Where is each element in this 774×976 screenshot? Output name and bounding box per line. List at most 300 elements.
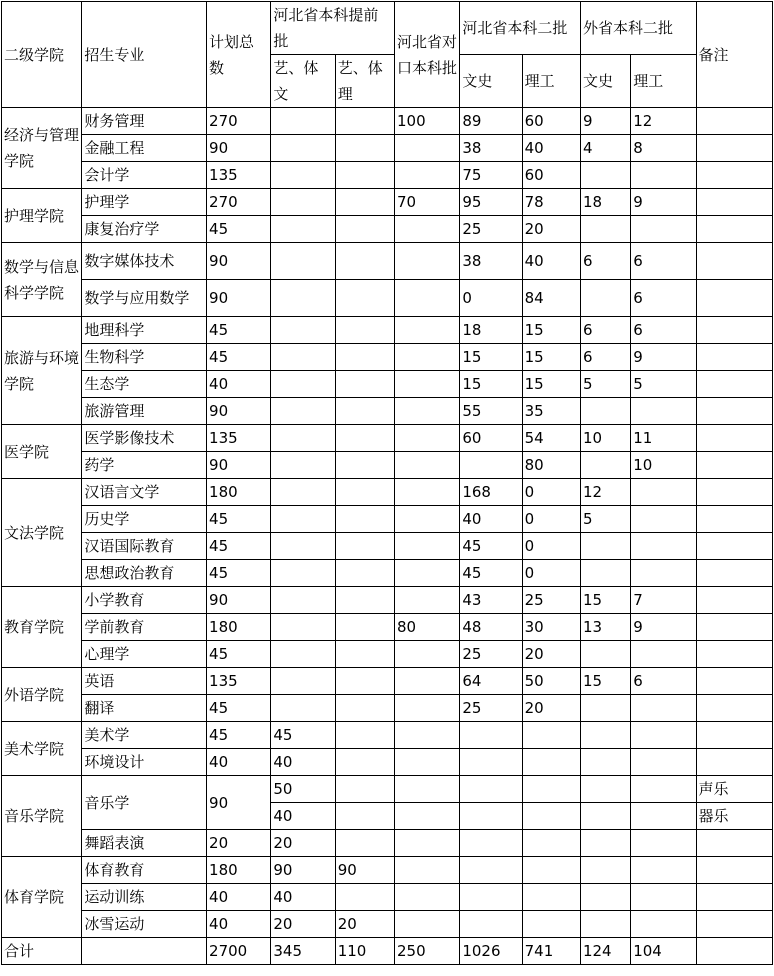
value-cell	[696, 857, 772, 884]
value-cell	[335, 317, 394, 344]
value-cell	[580, 803, 630, 830]
header-plan-total: 计划总数	[207, 2, 271, 108]
value-cell	[696, 398, 772, 425]
value-cell	[271, 560, 335, 587]
value-cell	[631, 749, 696, 776]
value-cell: 45	[271, 722, 335, 749]
table-row	[2, 641, 773, 668]
value-cell	[335, 803, 394, 830]
value-cell	[580, 398, 630, 425]
major-cell: 环境设计	[82, 749, 207, 776]
value-cell: 40	[271, 803, 335, 830]
value-cell: 180	[207, 479, 271, 506]
value-cell	[522, 911, 580, 938]
value-cell	[271, 668, 335, 695]
value-cell	[580, 560, 630, 587]
total-label: 合计	[2, 938, 82, 965]
header-out-lit: 文史	[580, 55, 630, 108]
table-row	[2, 857, 773, 884]
value-cell: 40	[460, 506, 522, 533]
total-cell: 250	[395, 938, 460, 965]
header-hebei-second: 河北省本科二批	[460, 2, 581, 55]
value-cell: 45	[207, 216, 271, 243]
major-cell: 财务管理	[82, 108, 207, 135]
value-cell	[395, 668, 460, 695]
value-cell	[395, 830, 460, 857]
value-cell: 45	[207, 560, 271, 587]
value-cell	[696, 884, 772, 911]
value-cell	[696, 371, 772, 398]
value-cell	[696, 560, 772, 587]
value-cell: 40	[271, 749, 335, 776]
value-cell: 11	[631, 425, 696, 452]
value-cell: 20	[335, 911, 394, 938]
value-cell	[395, 135, 460, 162]
value-cell: 25	[460, 216, 522, 243]
value-cell: 78	[522, 189, 580, 216]
value-cell	[580, 280, 630, 317]
value-cell	[580, 533, 630, 560]
value-cell	[395, 857, 460, 884]
college-cell: 医学院	[2, 425, 82, 479]
header-college: 二级学院	[2, 2, 82, 108]
value-cell	[335, 587, 394, 614]
value-cell	[631, 803, 696, 830]
value-cell	[271, 189, 335, 216]
major-cell: 音乐学	[82, 776, 207, 830]
value-cell: 60	[522, 108, 580, 135]
value-cell	[460, 776, 522, 803]
value-cell	[271, 135, 335, 162]
value-cell	[335, 695, 394, 722]
college-cell: 护理学院	[2, 189, 82, 243]
total-cell: 104	[631, 938, 696, 965]
major-cell: 运动训练	[82, 884, 207, 911]
value-cell: 25	[522, 587, 580, 614]
value-cell: 40	[207, 911, 271, 938]
value-cell: 135	[207, 668, 271, 695]
value-cell	[271, 243, 335, 280]
value-cell	[460, 749, 522, 776]
major-cell: 会计学	[82, 162, 207, 189]
value-cell: 80	[522, 452, 580, 479]
table-row	[2, 216, 773, 243]
value-cell: 35	[522, 398, 580, 425]
value-cell: 80	[395, 614, 460, 641]
value-cell	[631, 695, 696, 722]
value-cell	[631, 479, 696, 506]
value-cell: 10	[631, 452, 696, 479]
value-cell: 60	[460, 425, 522, 452]
header-major: 招生专业	[82, 2, 207, 108]
value-cell	[522, 722, 580, 749]
value-cell	[395, 317, 460, 344]
value-cell	[395, 425, 460, 452]
total-cell: 345	[271, 938, 335, 965]
major-cell: 思想政治教育	[82, 560, 207, 587]
value-cell: 18	[460, 317, 522, 344]
major-cell: 数学与应用数学	[82, 280, 207, 317]
enrollment-plan-table	[1, 1, 773, 965]
table-row	[2, 452, 773, 479]
value-cell	[522, 803, 580, 830]
value-cell: 20	[271, 911, 335, 938]
major-cell: 旅游管理	[82, 398, 207, 425]
value-cell: 4	[580, 135, 630, 162]
value-cell	[271, 162, 335, 189]
value-cell: 38	[460, 243, 522, 280]
value-cell	[335, 108, 394, 135]
value-cell: 40	[271, 884, 335, 911]
value-cell: 10	[580, 425, 630, 452]
value-cell	[631, 560, 696, 587]
value-cell: 40	[207, 371, 271, 398]
college-cell: 经济与管理学院	[2, 108, 82, 189]
total-cell	[82, 938, 207, 965]
value-cell: 6	[631, 280, 696, 317]
value-cell: 6	[580, 317, 630, 344]
value-cell	[395, 344, 460, 371]
major-cell: 护理学	[82, 189, 207, 216]
value-cell	[460, 803, 522, 830]
value-cell: 38	[460, 135, 522, 162]
value-cell	[395, 162, 460, 189]
table-row	[2, 587, 773, 614]
value-cell: 48	[460, 614, 522, 641]
value-cell: 100	[395, 108, 460, 135]
value-cell	[395, 398, 460, 425]
major-cell: 冰雪运动	[82, 911, 207, 938]
value-cell: 89	[460, 108, 522, 135]
college-cell: 教育学院	[2, 587, 82, 668]
value-cell	[395, 587, 460, 614]
value-cell: 20	[522, 641, 580, 668]
value-cell: 45	[207, 641, 271, 668]
value-cell: 9	[631, 614, 696, 641]
value-cell: 43	[460, 587, 522, 614]
table-row	[2, 830, 773, 857]
major-cell: 医学影像技术	[82, 425, 207, 452]
value-cell: 90	[207, 452, 271, 479]
value-cell	[271, 641, 335, 668]
value-cell	[696, 533, 772, 560]
major-cell: 英语	[82, 668, 207, 695]
value-cell	[335, 189, 394, 216]
total-cell: 124	[580, 938, 630, 965]
value-cell: 30	[522, 614, 580, 641]
value-cell: 6	[631, 243, 696, 280]
value-cell	[580, 830, 630, 857]
major-cell: 美术学	[82, 722, 207, 749]
value-cell	[696, 280, 772, 317]
value-cell: 20	[207, 830, 271, 857]
value-cell: 60	[522, 162, 580, 189]
value-cell	[460, 722, 522, 749]
value-cell	[271, 614, 335, 641]
value-cell	[335, 641, 394, 668]
header-hebei-lit: 文史	[460, 55, 522, 108]
college-cell: 美术学院	[2, 722, 82, 776]
major-cell: 汉语国际教育	[82, 533, 207, 560]
total-cell: 1026	[460, 938, 522, 965]
table-row	[2, 135, 773, 162]
value-cell	[696, 830, 772, 857]
value-cell: 40	[207, 884, 271, 911]
value-cell: 54	[522, 425, 580, 452]
value-cell: 270	[207, 189, 271, 216]
value-cell	[271, 371, 335, 398]
value-cell	[271, 533, 335, 560]
value-cell: 40	[522, 243, 580, 280]
value-cell	[335, 830, 394, 857]
value-cell	[696, 243, 772, 280]
value-cell	[335, 135, 394, 162]
value-cell: 9	[580, 108, 630, 135]
value-cell	[696, 641, 772, 668]
value-cell: 90	[207, 280, 271, 317]
value-cell	[271, 452, 335, 479]
value-cell: 64	[460, 668, 522, 695]
value-cell	[395, 371, 460, 398]
value-cell: 9	[631, 344, 696, 371]
value-cell: 15	[460, 344, 522, 371]
value-cell	[522, 884, 580, 911]
value-cell	[395, 749, 460, 776]
value-cell	[335, 216, 394, 243]
major-cell: 心理学	[82, 641, 207, 668]
total-cell: 741	[522, 938, 580, 965]
value-cell	[335, 533, 394, 560]
value-cell	[580, 857, 630, 884]
table-row	[2, 162, 773, 189]
value-cell: 15	[522, 344, 580, 371]
total-cell	[696, 938, 772, 965]
major-cell: 舞蹈表演	[82, 830, 207, 857]
value-cell	[335, 344, 394, 371]
value-cell	[580, 641, 630, 668]
value-cell	[631, 722, 696, 749]
header-out-second: 外省本科二批	[580, 2, 696, 55]
header-early-art-sci: 艺、体理	[335, 55, 394, 108]
value-cell: 0	[522, 560, 580, 587]
value-cell	[522, 776, 580, 803]
major-cell: 数字媒体技术	[82, 243, 207, 280]
value-cell	[696, 749, 772, 776]
value-cell: 90	[207, 398, 271, 425]
table-row	[2, 560, 773, 587]
college-cell: 外语学院	[2, 668, 82, 722]
value-cell: 180	[207, 857, 271, 884]
major-cell: 康复治疗学	[82, 216, 207, 243]
value-cell	[580, 776, 630, 803]
value-cell: 5	[580, 506, 630, 533]
value-cell	[631, 884, 696, 911]
value-cell	[631, 641, 696, 668]
value-cell	[395, 911, 460, 938]
value-cell	[335, 280, 394, 317]
value-cell: 40	[207, 749, 271, 776]
value-cell: 6	[580, 344, 630, 371]
table-row	[2, 371, 773, 398]
value-cell: 15	[580, 587, 630, 614]
value-cell: 90	[335, 857, 394, 884]
value-cell	[631, 533, 696, 560]
value-cell	[271, 317, 335, 344]
value-cell: 45	[460, 560, 522, 587]
value-cell	[395, 641, 460, 668]
value-cell	[395, 695, 460, 722]
value-cell	[395, 803, 460, 830]
value-cell	[335, 776, 394, 803]
major-cell: 学前教育	[82, 614, 207, 641]
value-cell	[271, 216, 335, 243]
college-cell: 旅游与环境学院	[2, 317, 82, 425]
value-cell	[460, 884, 522, 911]
value-cell: 20	[522, 695, 580, 722]
value-cell: 180	[207, 614, 271, 641]
value-cell: 70	[395, 189, 460, 216]
value-cell	[335, 668, 394, 695]
value-cell: 15	[522, 371, 580, 398]
value-cell	[460, 452, 522, 479]
value-cell	[395, 452, 460, 479]
value-cell: 40	[522, 135, 580, 162]
value-cell: 15	[460, 371, 522, 398]
value-cell: 50	[271, 776, 335, 803]
value-cell: 90	[207, 587, 271, 614]
value-cell: 0	[460, 280, 522, 317]
table-row	[2, 668, 773, 695]
value-cell: 270	[207, 108, 271, 135]
value-cell	[696, 668, 772, 695]
value-cell	[335, 506, 394, 533]
value-cell	[335, 884, 394, 911]
value-cell	[696, 425, 772, 452]
table-row	[2, 695, 773, 722]
value-cell: 18	[580, 189, 630, 216]
value-cell	[335, 560, 394, 587]
value-cell	[696, 587, 772, 614]
value-cell	[580, 452, 630, 479]
value-cell: 15	[522, 317, 580, 344]
value-cell	[522, 830, 580, 857]
value-cell	[696, 479, 772, 506]
value-cell	[580, 216, 630, 243]
total-cell: 110	[335, 938, 394, 965]
value-cell	[395, 560, 460, 587]
value-cell	[335, 722, 394, 749]
value-cell	[522, 857, 580, 884]
table-row	[2, 398, 773, 425]
value-cell: 45	[207, 695, 271, 722]
header-early-art-lit: 艺、体文	[271, 55, 335, 108]
value-cell: 0	[522, 479, 580, 506]
value-cell	[335, 452, 394, 479]
table-row	[2, 479, 773, 506]
value-cell: 45	[207, 317, 271, 344]
value-cell	[696, 317, 772, 344]
college-cell: 数学与信息科学学院	[2, 243, 82, 317]
value-cell	[696, 135, 772, 162]
table-row	[2, 533, 773, 560]
value-cell	[580, 162, 630, 189]
value-cell: 50	[522, 668, 580, 695]
value-cell	[271, 506, 335, 533]
value-cell: 6	[631, 317, 696, 344]
table-row	[2, 749, 773, 776]
value-cell: 95	[460, 189, 522, 216]
value-cell: 45	[207, 344, 271, 371]
value-cell: 6	[631, 668, 696, 695]
major-cell: 体育教育	[82, 857, 207, 884]
value-cell: 135	[207, 162, 271, 189]
value-cell	[696, 695, 772, 722]
value-cell: 13	[580, 614, 630, 641]
value-cell	[580, 695, 630, 722]
table-row	[2, 280, 773, 317]
value-cell	[696, 614, 772, 641]
value-cell	[395, 884, 460, 911]
value-cell: 5	[631, 371, 696, 398]
value-cell: 45	[207, 533, 271, 560]
value-cell	[335, 425, 394, 452]
value-cell	[631, 398, 696, 425]
value-cell	[335, 371, 394, 398]
value-cell	[395, 216, 460, 243]
header-out-sci: 理工	[631, 55, 696, 108]
value-cell	[395, 533, 460, 560]
value-cell: 7	[631, 587, 696, 614]
value-cell	[580, 749, 630, 776]
value-cell: 9	[631, 189, 696, 216]
note-cell: 声乐	[696, 776, 772, 803]
value-cell	[580, 722, 630, 749]
value-cell	[631, 216, 696, 243]
table-row	[2, 776, 773, 803]
value-cell	[696, 216, 772, 243]
value-cell	[395, 243, 460, 280]
value-cell: 8	[631, 135, 696, 162]
value-cell	[335, 398, 394, 425]
value-cell	[631, 506, 696, 533]
value-cell	[395, 722, 460, 749]
value-cell	[696, 722, 772, 749]
major-cell: 生态学	[82, 371, 207, 398]
value-cell	[522, 749, 580, 776]
value-cell	[580, 911, 630, 938]
table-row	[2, 344, 773, 371]
value-cell: 90	[207, 135, 271, 162]
value-cell	[335, 749, 394, 776]
value-cell: 75	[460, 162, 522, 189]
value-cell	[696, 162, 772, 189]
header-note: 备注	[696, 2, 772, 108]
value-cell: 20	[271, 830, 335, 857]
value-cell	[460, 830, 522, 857]
value-cell: 15	[580, 668, 630, 695]
table-row	[2, 189, 773, 216]
table-row	[2, 506, 773, 533]
value-cell	[696, 189, 772, 216]
value-cell: 84	[522, 280, 580, 317]
value-cell	[631, 911, 696, 938]
value-cell: 45	[460, 533, 522, 560]
value-cell: 20	[522, 216, 580, 243]
value-cell	[631, 162, 696, 189]
value-cell	[696, 344, 772, 371]
college-cell: 文法学院	[2, 479, 82, 587]
value-cell: 25	[460, 641, 522, 668]
